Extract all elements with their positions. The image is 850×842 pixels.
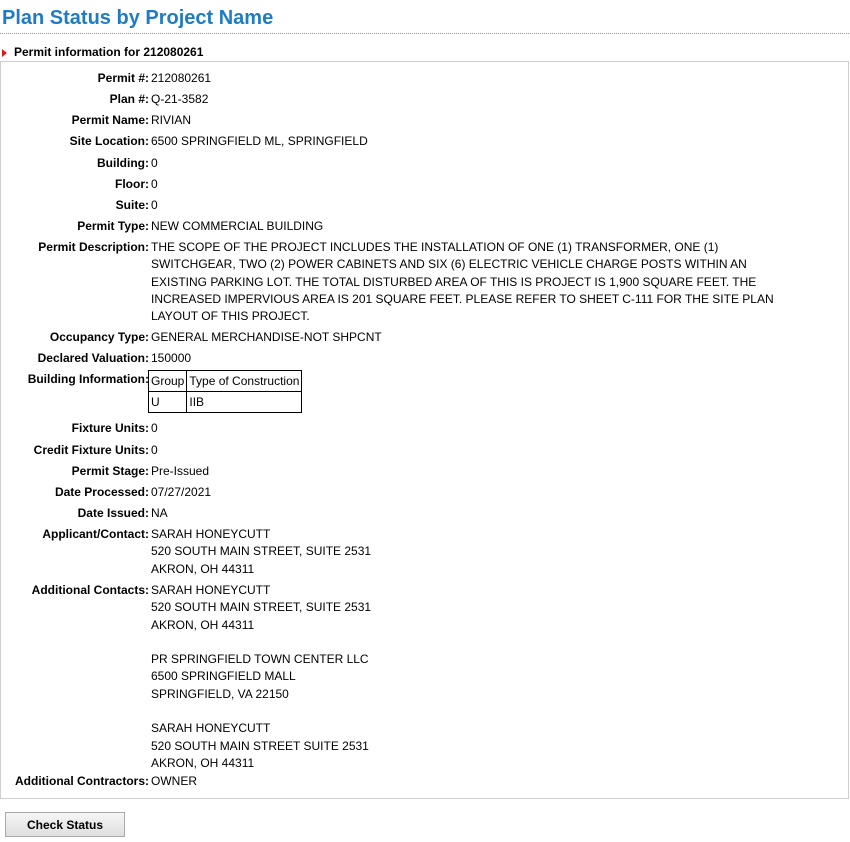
- field-label: Additional Contractors:: [15, 774, 149, 788]
- field-value: 0: [151, 198, 158, 212]
- contact-line: 520 SOUTH MAIN STREET SUITE 2531: [151, 738, 369, 753]
- table-row: [149, 392, 302, 413]
- permit-info-panel: [0, 61, 849, 799]
- field-value: 212080261: [151, 71, 212, 85]
- description-line: EXISTING PARKING LOT. THE TOTAL DISTURBED AREA OF THIS IS PROJECT IS 1,900 SQUARE FEET. THE: [151, 274, 757, 289]
- field-label: Permit Type:: [77, 219, 149, 233]
- section-header-label: Permit information for 212080261: [14, 45, 204, 59]
- field-label: Date Issued:: [77, 506, 149, 520]
- description-line: LAYOUT OF THIS PROJECT.: [151, 309, 310, 324]
- field-label: Declared Valuation:: [37, 351, 149, 365]
- check-status-button[interactable]: Check Status: [5, 812, 125, 837]
- field-value: 6500 SPRINGFIELD ML, SPRINGFIELD: [151, 134, 368, 148]
- field-label: Fixture Units:: [71, 421, 149, 435]
- description-line: SWITCHGEAR, TWO (2) POWER CABINETS AND SIX (6) ELECTRIC VEHICLE CHARGE POSTS WITHIN AN: [151, 257, 747, 272]
- contact-line: AKRON, OH 44311: [151, 617, 255, 632]
- field-label: Permit #:: [97, 71, 149, 85]
- field-label: Site Location:: [69, 134, 149, 148]
- field-label: Suite:: [115, 198, 149, 212]
- contact-line: SARAH HONEYCUTT: [151, 527, 271, 541]
- contact-line: 520 SOUTH MAIN STREET, SUITE 2531: [151, 544, 372, 559]
- field-label: Applicant/Contact:: [42, 527, 149, 541]
- field-label: Plan #:: [109, 92, 149, 106]
- field-label: Date Processed:: [54, 485, 149, 499]
- field-value: GENERAL MERCHANDISE-NOT SHPCNT: [151, 330, 382, 344]
- field-value: 0: [151, 421, 158, 435]
- field-value: NEW COMMERCIAL BUILDING: [151, 219, 324, 233]
- description-line: THE SCOPE OF THE PROJECT INCLUDES THE INSTALLATION OF ONE (1) TRANSFORMER, ONE (1): [151, 240, 719, 254]
- field-label: Permit Stage:: [71, 464, 149, 478]
- table-header-cell: Group: [149, 371, 187, 392]
- table-cell: U: [149, 392, 187, 413]
- contact-spacer: [151, 703, 781, 720]
- contact-spacer: [151, 634, 781, 651]
- field-label: Permit Description:: [38, 240, 149, 254]
- field-label: Credit Fixture Units:: [33, 443, 149, 457]
- section-header: [2, 44, 203, 60]
- contact-line: AKRON, OH 44311: [151, 561, 255, 576]
- caret-right-icon: [2, 49, 7, 57]
- field-value: RIVIAN: [151, 113, 192, 127]
- field-value: 07/27/2021: [151, 485, 212, 499]
- field-value: Pre-Issued: [151, 464, 210, 478]
- contact-line: SARAH HONEYCUTT: [151, 583, 271, 597]
- field-value: 0: [151, 443, 158, 457]
- field-value: [151, 582, 781, 772]
- contact-line: SARAH HONEYCUTT: [151, 721, 271, 736]
- field-value: 0: [151, 177, 158, 191]
- field-value: [151, 239, 781, 325]
- contact-line: 520 SOUTH MAIN STREET, SUITE 2531: [151, 600, 372, 615]
- field-value: OWNER: [151, 774, 197, 788]
- field-value: NA: [151, 506, 168, 520]
- field-label: Building:: [97, 156, 149, 170]
- contact-line: PR SPRINGFIELD TOWN CENTER LLC: [151, 652, 369, 667]
- field-value: [151, 526, 781, 578]
- building-information-table: [148, 370, 302, 413]
- field-label: Building Information:: [27, 372, 149, 386]
- page-title: Plan Status by Project Name: [2, 7, 274, 29]
- field-label: Additional Contacts:: [31, 583, 149, 597]
- field-label: Floor:: [115, 177, 149, 191]
- description-line: INCREASED IMPERVIOUS AREA IS 201 SQUARE FEET. PLEASE REFER TO SHEET C-111 FOR THE SITE PLAN: [151, 291, 774, 306]
- field-value: 150000: [151, 351, 192, 365]
- field-label: Permit Name:: [71, 113, 149, 127]
- contact-line: SPRINGFIELD, VA 22150: [151, 686, 289, 701]
- contact-line: 6500 SPRINGFIELD MALL: [151, 669, 296, 684]
- table-header-row: [149, 371, 302, 392]
- field-value: Q-21-3582: [151, 92, 209, 106]
- table-header-cell: Type of Construction: [187, 371, 302, 392]
- table-cell: IIB: [187, 392, 302, 413]
- title-divider: [0, 33, 849, 34]
- field-label: Occupancy Type:: [49, 330, 149, 344]
- contact-line: AKRON, OH 44311: [151, 755, 255, 770]
- field-value: 0: [151, 156, 158, 170]
